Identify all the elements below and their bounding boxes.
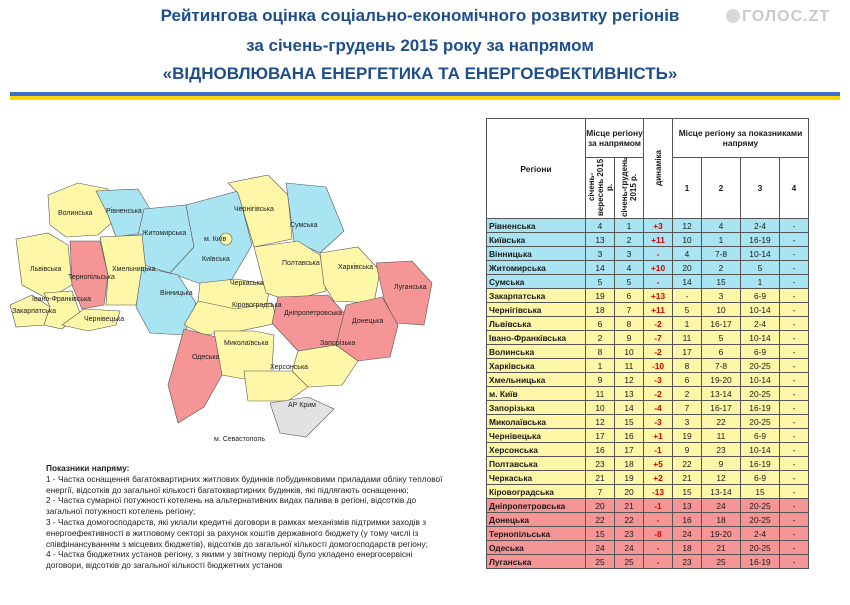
cell-p2: 19 [615, 471, 644, 485]
cell-dyn: +1 [644, 429, 673, 443]
cell-i3: 20-25 [741, 513, 780, 527]
cell-i2: 18 [702, 513, 741, 527]
cell-p1: 23 [586, 457, 615, 471]
cell-i1: - [673, 289, 702, 303]
title-line-2: за січень-грудень 2015 року за напрямом [246, 36, 594, 55]
cell-i1: 9 [673, 443, 702, 457]
cell-dyn: +11 [644, 303, 673, 317]
cell-i3: 16-19 [741, 233, 780, 247]
cell-dyn: -3 [644, 373, 673, 387]
cell-dyn: -2 [644, 317, 673, 331]
label-kyiv: м. Київ [204, 236, 227, 243]
header-ind-2: 2 [702, 158, 741, 219]
cell-p1: 8 [586, 345, 615, 359]
cell-i1: 18 [673, 541, 702, 555]
cell-i2: 11 [702, 429, 741, 443]
cell-i1: 17 [673, 345, 702, 359]
cell-i4: - [780, 513, 809, 527]
table-body [487, 219, 809, 569]
cell-i3: 16-19 [741, 401, 780, 415]
cell-dyn: - [644, 275, 673, 289]
cell-region: Вінницька [487, 247, 586, 261]
cell-region: Тернопільська [487, 527, 586, 541]
cell-region: м. Київ [487, 387, 586, 401]
cell-i3: 10-14 [741, 303, 780, 317]
cell-dyn: +5 [644, 457, 673, 471]
cell-i1: 1 [673, 317, 702, 331]
cell-i1: 15 [673, 485, 702, 499]
cell-p1: 15 [586, 527, 615, 541]
cell-dyn: -2 [644, 387, 673, 401]
cell-p2: 13 [615, 387, 644, 401]
label-kyivska: Київська [202, 256, 230, 263]
cell-dyn: +13 [644, 289, 673, 303]
cell-i3: 6-9 [741, 345, 780, 359]
cell-p2: 18 [615, 457, 644, 471]
cell-region: Івано-Франківська [487, 331, 586, 345]
cell-p1: 6 [586, 317, 615, 331]
cell-i1: 20 [673, 261, 702, 275]
label-rivnenska: Рівненська [106, 208, 142, 215]
cell-p2: 25 [615, 555, 644, 569]
cell-i2: 21 [702, 541, 741, 555]
cell-dyn: -13 [644, 485, 673, 499]
table-header-row-1 [487, 119, 809, 158]
region-kharkivska [320, 247, 380, 303]
cell-i2: 22 [702, 415, 741, 429]
cell-dyn: - [644, 555, 673, 569]
table-row [487, 555, 809, 569]
cell-i2: 3 [702, 289, 741, 303]
label-kharkivska: Харківська [338, 264, 373, 271]
cell-p1: 19 [586, 289, 615, 303]
cell-i2: 6 [702, 345, 741, 359]
label-zaporizka: Запорізька [320, 340, 356, 347]
cell-i3: 20-25 [741, 415, 780, 429]
cell-p2: 16 [615, 429, 644, 443]
cell-p2: 24 [615, 541, 644, 555]
cell-i3: 6-9 [741, 289, 780, 303]
cell-i4: - [780, 429, 809, 443]
label-crimea: АР Крим [288, 402, 316, 409]
cell-i4: - [780, 527, 809, 541]
cell-dyn: +3 [644, 219, 673, 233]
cell-p2: 14 [615, 401, 644, 415]
label-zhytomyrska: Житомирська [142, 230, 187, 237]
cell-i4: - [780, 485, 809, 499]
cell-i1: 21 [673, 471, 702, 485]
label-ternopilska: Тернопільська [68, 274, 115, 281]
legend-item-4: 4 - Частка бюджетних установ регіону, з якими у звітному періоді було укладено енергосервісні договори, відсотків до загальної кількості бюджетних установ [46, 549, 413, 571]
cell-p1: 22 [586, 513, 615, 527]
cell-i3: 20-25 [741, 387, 780, 401]
table-row [487, 401, 809, 415]
cell-dyn: -7 [644, 331, 673, 345]
table-row [487, 331, 809, 345]
indicators-legend [46, 463, 446, 571]
cell-i3: 1 [741, 275, 780, 289]
cell-region: Житомирська [487, 261, 586, 275]
cell-i3: 10-14 [741, 331, 780, 345]
cell-p2: 10 [615, 345, 644, 359]
header-indicators-group: Місце регіону за показниками напряму [673, 119, 809, 158]
cell-p2: 12 [615, 373, 644, 387]
label-lvivska: Львівська [30, 266, 62, 273]
cell-i2: 24 [702, 499, 741, 513]
header-place-group: Місце регіону за напрямом [586, 119, 644, 158]
cell-i3: 16-19 [741, 555, 780, 569]
cell-p2: 9 [615, 331, 644, 345]
cell-p1: 12 [586, 415, 615, 429]
cell-region: Хмельницька [487, 373, 586, 387]
cell-dyn: -1 [644, 443, 673, 457]
cell-p1: 1 [586, 359, 615, 373]
cell-i1: 4 [673, 247, 702, 261]
cell-p1: 13 [586, 233, 615, 247]
cell-i1: 22 [673, 457, 702, 471]
cell-region: Дніпропетровська [487, 499, 586, 513]
cell-p2: 23 [615, 527, 644, 541]
cell-dyn: - [644, 513, 673, 527]
table-row [487, 457, 809, 471]
cell-p2: 2 [615, 233, 644, 247]
cell-i1: 23 [673, 555, 702, 569]
title-line-3: «ВІДНОВЛЮВАНА ЕНЕРГЕТИКА ТА ЕНЕРГОЕФЕКТИВНІСТЬ» [162, 64, 678, 83]
cell-region: Запорізька [487, 401, 586, 415]
cell-i4: - [780, 289, 809, 303]
cell-i4: - [780, 233, 809, 247]
label-sumska: Сумська [290, 222, 318, 229]
cell-i4: - [780, 303, 809, 317]
cell-i4: - [780, 555, 809, 569]
cell-i4: - [780, 499, 809, 513]
cell-i1: 16 [673, 513, 702, 527]
cell-p2: 7 [615, 303, 644, 317]
cell-i2: 7-8 [702, 359, 741, 373]
cell-p1: 14 [586, 261, 615, 275]
label-odeska: Одеська [192, 354, 220, 361]
cell-dyn: -8 [644, 527, 673, 541]
table-row [487, 219, 809, 233]
cell-i1: 13 [673, 499, 702, 513]
cell-p2: 17 [615, 443, 644, 457]
cell-dyn: +10 [644, 261, 673, 275]
cell-i1: 8 [673, 359, 702, 373]
cell-p1: 18 [586, 303, 615, 317]
label-mykolaivska: Миколаївська [224, 340, 269, 347]
table-row [487, 317, 809, 331]
cell-p1: 20 [586, 499, 615, 513]
cell-i1: 11 [673, 331, 702, 345]
table-row [487, 261, 809, 275]
table-row [487, 513, 809, 527]
table-row [487, 485, 809, 499]
cell-p2: 21 [615, 499, 644, 513]
cell-i1: 24 [673, 527, 702, 541]
cell-dyn: -3 [644, 415, 673, 429]
cell-i1: 19 [673, 429, 702, 443]
cell-i4: - [780, 219, 809, 233]
cell-i2: 2 [702, 261, 741, 275]
cell-i3: 15 [741, 485, 780, 499]
cell-i3: 20-25 [741, 359, 780, 373]
cell-i3: 2-4 [741, 527, 780, 541]
cell-i2: 13-14 [702, 485, 741, 499]
cell-i3: 2-4 [741, 219, 780, 233]
cell-i4: - [780, 261, 809, 275]
cell-i2: 13-14 [702, 387, 741, 401]
cell-region: Чернівецька [487, 429, 586, 443]
cell-i3: 6-9 [741, 429, 780, 443]
cell-p1: 3 [586, 247, 615, 261]
legend-item-3: 3 - Частка домогосподарств, які уклали кредитні договори в рамках механізмів підтримки заходів з енергоефективності в житловому секторі за рахунок коштів державного бюджету (у тому числі із співфінансуванням з місцевих бюджетів), відсотків до загальної кількості домогосподарств регіону; [46, 516, 428, 549]
cell-i3: 10-14 [741, 443, 780, 457]
cell-p2: 1 [615, 219, 644, 233]
cell-region: Київська [487, 233, 586, 247]
cell-i2: 25 [702, 555, 741, 569]
cell-region: Львівська [487, 317, 586, 331]
cell-i2: 23 [702, 443, 741, 457]
cell-region: Кіровоградська [487, 485, 586, 499]
label-volynska: Волинська [58, 210, 93, 217]
label-khersonska: Херсонська [270, 364, 309, 371]
table-row [487, 387, 809, 401]
cell-i1: 14 [673, 275, 702, 289]
label-khmelnytska: Хмельницька [112, 266, 156, 273]
cell-p1: 10 [586, 401, 615, 415]
label-chernivetska: Чернівецька [84, 316, 125, 323]
cell-i3: 16-19 [741, 457, 780, 471]
cell-i2: 1 [702, 233, 741, 247]
region-odeska [168, 329, 222, 423]
rating-table [486, 118, 809, 569]
cell-region: Рівненська [487, 219, 586, 233]
cell-region: Закарпатська [487, 289, 586, 303]
table-row [487, 415, 809, 429]
cell-i2: 16-17 [702, 401, 741, 415]
cell-i1: 5 [673, 303, 702, 317]
cell-i1: 12 [673, 219, 702, 233]
cell-dyn: +2 [644, 471, 673, 485]
cell-i4: - [780, 359, 809, 373]
cell-i2: 19-20 [702, 527, 741, 541]
cell-i2: 5 [702, 331, 741, 345]
cell-region: Донецька [487, 513, 586, 527]
ukraine-map [8, 175, 448, 455]
cell-p2: 15 [615, 415, 644, 429]
cell-i4: - [780, 317, 809, 331]
cell-i3: 10-14 [741, 247, 780, 261]
cell-p2: 5 [615, 275, 644, 289]
cell-i4: - [780, 345, 809, 359]
table-row [487, 471, 809, 485]
label-dnipropetrovska: Дніпропетровська [284, 310, 343, 317]
cell-p2: 8 [615, 317, 644, 331]
table-row [487, 499, 809, 513]
cell-dyn: - [644, 541, 673, 555]
table-row [487, 527, 809, 541]
cell-i1: 6 [673, 373, 702, 387]
cell-i4: - [780, 457, 809, 471]
cell-p1: 21 [586, 471, 615, 485]
cell-i3: 20-25 [741, 541, 780, 555]
cell-region: Одеська [487, 541, 586, 555]
cell-dyn: +11 [644, 233, 673, 247]
cell-i3: 2-4 [741, 317, 780, 331]
cell-region: Чернігівська [487, 303, 586, 317]
cell-i4: - [780, 387, 809, 401]
cell-i4: - [780, 401, 809, 415]
cell-i2: 9 [702, 457, 741, 471]
label-vinnytska: Вінницька [160, 290, 193, 297]
cell-i2: 4 [702, 219, 741, 233]
label-chernihivska: Чернігівська [234, 206, 274, 213]
logo-circle-icon [726, 9, 740, 23]
table-row [487, 345, 809, 359]
header-ind-1: 1 [673, 158, 702, 219]
cell-i2: 7-8 [702, 247, 741, 261]
cell-dyn: -2 [644, 345, 673, 359]
cell-i2: 16-17 [702, 317, 741, 331]
cell-i3: 5 [741, 261, 780, 275]
header-regions: Регіони [487, 119, 586, 219]
cell-i3: 10-14 [741, 373, 780, 387]
table-row [487, 443, 809, 457]
cell-i4: - [780, 415, 809, 429]
cell-p1: 17 [586, 429, 615, 443]
cell-i2: 15 [702, 275, 741, 289]
cell-region: Сумська [487, 275, 586, 289]
cell-p2: 6 [615, 289, 644, 303]
label-donetska: Донецька [352, 318, 384, 325]
header-dec: січень-грудень 2015 р. [615, 158, 644, 219]
flag-stripe-yellow [10, 96, 840, 100]
table-row [487, 303, 809, 317]
cell-p2: 22 [615, 513, 644, 527]
table-row [487, 359, 809, 373]
label-luhanska: Луганська [394, 284, 427, 291]
table-row [487, 275, 809, 289]
cell-p1: 4 [586, 219, 615, 233]
cell-region: Полтавська [487, 457, 586, 471]
legend-title: Показники напряму: [46, 463, 130, 473]
table-row [487, 541, 809, 555]
cell-i3: 6-9 [741, 471, 780, 485]
cell-dyn: -10 [644, 359, 673, 373]
cell-p2: 11 [615, 359, 644, 373]
cell-region: Херсонська [487, 443, 586, 457]
header-sep: січень-вересень 2015 р. [586, 158, 615, 219]
cell-p1: 5 [586, 275, 615, 289]
cell-i1: 2 [673, 387, 702, 401]
cell-p2: 3 [615, 247, 644, 261]
cell-p1: 25 [586, 555, 615, 569]
cell-p1: 11 [586, 387, 615, 401]
table-row [487, 233, 809, 247]
label-zakarpatska: Закарпатська [12, 308, 57, 315]
site-logo: ГОЛОС.ZT [726, 8, 830, 26]
cell-i2: 12 [702, 471, 741, 485]
cell-p1: 24 [586, 541, 615, 555]
cell-p2: 4 [615, 261, 644, 275]
label-cherkaska: Черкаська [230, 280, 264, 287]
cell-region: Волинська [487, 345, 586, 359]
table-row [487, 247, 809, 261]
cell-p2: 20 [615, 485, 644, 499]
cell-p1: 9 [586, 373, 615, 387]
cell-region: Миколаївська [487, 415, 586, 429]
cell-i2: 19-20 [702, 373, 741, 387]
header-dynamics: динаміка [644, 119, 673, 219]
cell-i2: 10 [702, 303, 741, 317]
cell-i3: 20-25 [741, 499, 780, 513]
cell-p1: 2 [586, 331, 615, 345]
legend-item-2: 2 - Частка сумарної потужності котелень на альтернативних видах палива в регіоні, відсотків до загальної потужності котелень регіону; [46, 495, 417, 517]
cell-p1: 7 [586, 485, 615, 499]
label-poltavska: Полтавська [282, 260, 320, 267]
cell-i4: - [780, 331, 809, 345]
cell-i4: - [780, 443, 809, 457]
cell-region: Черкаська [487, 471, 586, 485]
cell-i4: - [780, 541, 809, 555]
cell-i4: - [780, 373, 809, 387]
cell-region: Харківська [487, 359, 586, 373]
label-kirovohradska: Кіровоградська [232, 302, 282, 309]
cell-i4: - [780, 471, 809, 485]
cell-region: Луганська [487, 555, 586, 569]
cell-i1: 3 [673, 415, 702, 429]
label-ivano-frankivska: Івано-Франківська [32, 296, 92, 303]
table-row [487, 289, 809, 303]
title-line-1: Рейтингова оцінка соціально-економічного розвитку регіонів [160, 6, 680, 25]
header-ind-4: 4 [780, 158, 809, 219]
cell-i4: - [780, 275, 809, 289]
cell-i1: 10 [673, 233, 702, 247]
cell-p1: 16 [586, 443, 615, 457]
table-row [487, 429, 809, 443]
label-sevastopol: м. Севастополь [214, 436, 265, 443]
header-ind-3: 3 [741, 158, 780, 219]
legend-item-1: 1 - Частка оснащення багатоквартирних житлових будинків побудинковими приладами обліку теплової енергії, відсотків до загальної кількості багатоквартирних будинків, які підлягають оснащенню; [46, 473, 443, 495]
cell-dyn: -4 [644, 401, 673, 415]
cell-i1: 7 [673, 401, 702, 415]
table-row [487, 373, 809, 387]
cell-dyn: -1 [644, 499, 673, 513]
cell-i4: - [780, 247, 809, 261]
cell-dyn: - [644, 247, 673, 261]
